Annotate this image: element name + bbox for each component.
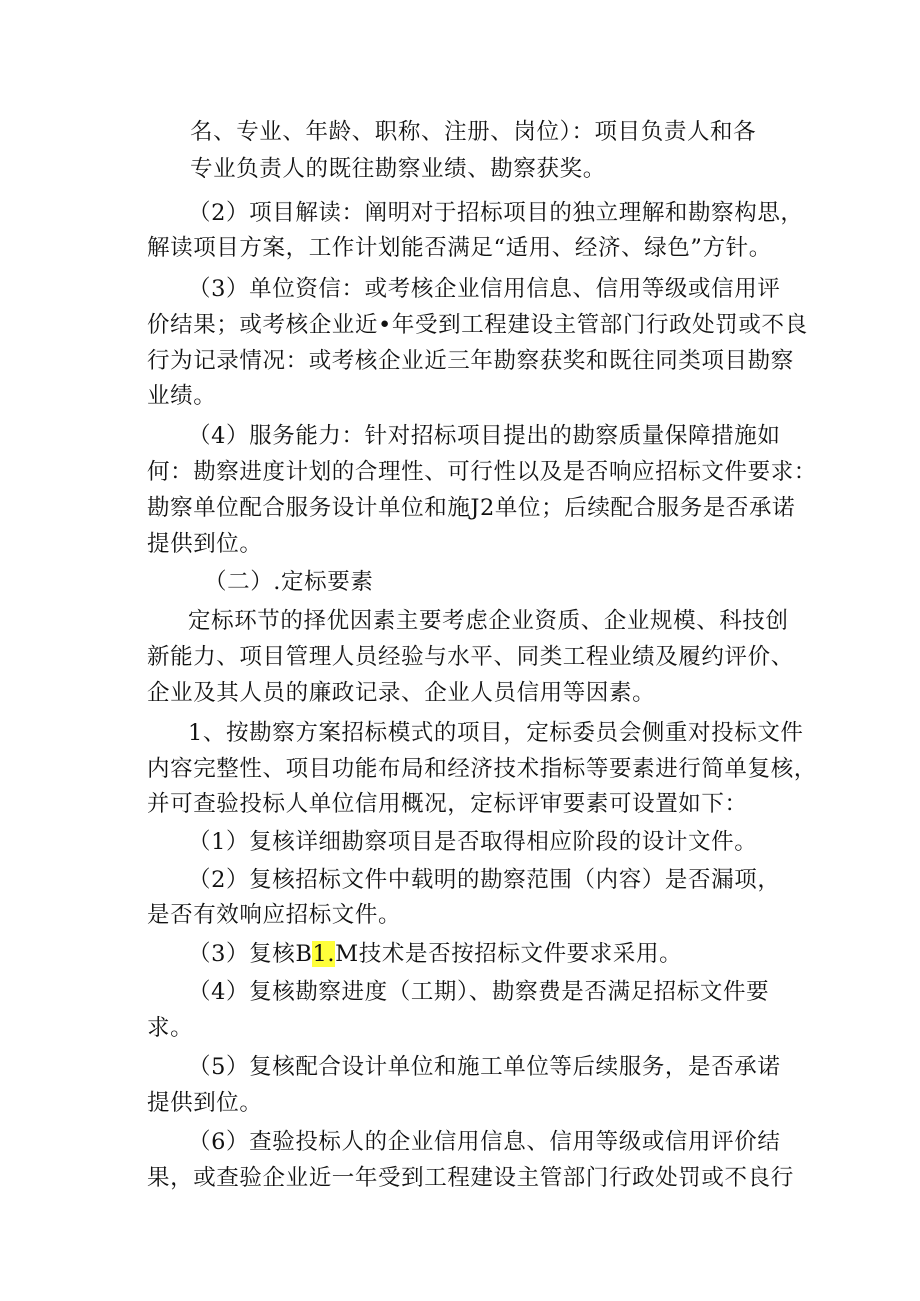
text-line-9: （4）服务能力：针对招标项目提出的勘察质量保障措施如 [188,423,781,449]
section-heading: （二）.定标要素 [204,569,374,595]
text-line-25: 求。 [147,1015,194,1041]
text-line-4: 解读项目方案，工作计划能否满足“适用、经济、绿色”方针。 [147,235,772,261]
text-line-26: （5）复核配合设计单位和施工单位等后续服务，是否承诺 [188,1054,781,1080]
text-line-18: 内容完整性、项目功能布局和经济技术指标等要素进行简单复核， [147,756,817,782]
text-line-22: 是否有效响应招标文件。 [147,902,402,928]
text-line-bim [188,938,682,970]
text-line-19: 并可查验投标人单位信用概况，定标评审要素可设置如下： [147,791,748,817]
text-line-6: 价结果；或考核企业近•年受到工程建设主管部门行政处罚或不良 [147,312,808,338]
text-line-16: 企业及其人员的廉政记录、企业人员信用等因素。 [147,680,656,706]
text-line-29: 果，或查验企业近一年受到工程建设主管部门行政处罚或不良行 [147,1165,794,1191]
text-line-14: 定标环节的择优因素主要考虑企业资质、企业规模、科技创 [188,608,789,634]
bim-line-before: （3）复核B [188,941,313,967]
text-line-28: （6）查验投标人的企业信用信息、信用等级或信用评价结 [188,1129,781,1155]
bim-line-after: M技术是否按招标文件要求采用。 [335,941,683,967]
text-line-5: （3）单位资信：或考核企业信用信息、信用等级或信用评 [188,276,781,302]
text-line-10: 何：勘察进度计划的合理性、可行性以及是否响应招标文件要求： [147,459,817,485]
text-line-1: 名、专业、年龄、职称、注册、岗位）：项目负责人和各 [190,119,757,145]
text-line-11: 勘察单位配合服务设计单位和施J2单位；后续配合服务是否承诺 [147,495,796,521]
text-line-17: 1、按勘察方案招标模式的项目，定标委员会侧重对投标文件 [188,720,804,746]
text-line-2: 专业负责人的既往勘察业绩、勘察获奖。 [190,156,606,182]
text-line-15: 新能力、项目管理人员经验与水平、同类工程业绩及履约评价、 [147,644,794,670]
text-line-12: 提供到位。 [147,531,263,557]
text-line-8: 业绩。 [147,383,217,409]
text-line-20: （1）复核详细勘察项目是否取得相应阶段的设计文件。 [188,829,758,855]
highlighted-text: 1. [312,941,336,967]
text-line-7: 行为记录情况：或考核企业近三年勘察获奖和既往同类项目勘察 [147,348,794,374]
text-line-3: （2）项目解读：阐明对于招标项目的独立理解和勘察构思， [188,200,804,226]
text-line-24: （4）复核勘察进度（工期）、勘察费是否满足招标文件要 [188,979,770,1005]
text-line-21: （2）复核招标文件中载明的勘察范围（内容）是否漏项， [188,867,781,893]
text-line-27: 提供到位。 [147,1090,263,1116]
